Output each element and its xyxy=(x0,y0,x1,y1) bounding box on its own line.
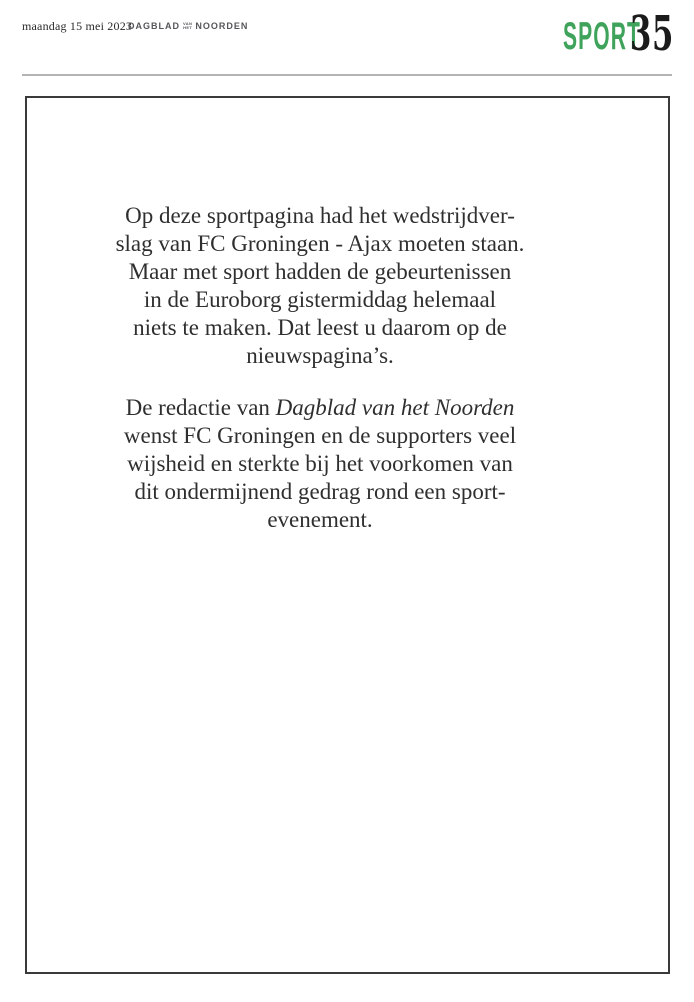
section-label: SPORT xyxy=(563,15,641,58)
article-segment: in de Euroborg gistermiddag helemaal xyxy=(143,287,497,312)
article-line xyxy=(94,394,546,422)
article-segment: slag van FC Groningen - Ajax moeten staan. xyxy=(115,231,525,256)
newspaper-logo xyxy=(128,21,248,31)
article-line xyxy=(94,478,546,506)
logo-part-noorden: NOORDEN xyxy=(195,21,249,31)
article-line xyxy=(94,506,546,534)
article-segment: nieuwspagina’s. xyxy=(246,343,394,368)
header-divider xyxy=(22,74,672,76)
page-number: 35 xyxy=(630,6,675,62)
article-segment: wenst FC Groningen en de supporters veel xyxy=(123,423,517,448)
article-segment: Op deze sportpagina had het wedstrijdver- xyxy=(125,203,515,228)
article-segment: wijsheid en sterkte bij het voorkomen van xyxy=(127,451,513,476)
article-segment-italic: Dagblad van het Noorden xyxy=(275,395,515,420)
article-line xyxy=(94,314,546,342)
article-segment: Maar met sport hadden de gebeurtenissen xyxy=(128,259,512,284)
article-line xyxy=(94,202,546,230)
logo-van-het-bottom: HET xyxy=(183,25,193,30)
logo-van-het-top: VAN xyxy=(183,21,193,26)
article-paragraph xyxy=(94,202,546,370)
article-segment: De redactie van xyxy=(125,395,276,420)
article-segment: niets te maken. Dat leest u daarom op de xyxy=(133,315,507,340)
article-line xyxy=(94,258,546,286)
article-segment: evenement. xyxy=(267,507,373,532)
article-line xyxy=(94,450,546,478)
logo-van-het xyxy=(183,22,192,30)
logo-part-dagblad: DAGBLAD xyxy=(128,21,180,31)
article-line xyxy=(94,422,546,450)
article-text xyxy=(94,202,546,534)
article-paragraph xyxy=(94,394,546,534)
article-box xyxy=(25,96,670,974)
article-line xyxy=(94,342,546,370)
date-label: maandag 15 mei 2023 xyxy=(22,19,133,33)
article-line xyxy=(94,230,546,258)
article-line xyxy=(94,286,546,314)
article-segment: dit ondermijnend gedrag rond een sport- xyxy=(134,479,506,504)
